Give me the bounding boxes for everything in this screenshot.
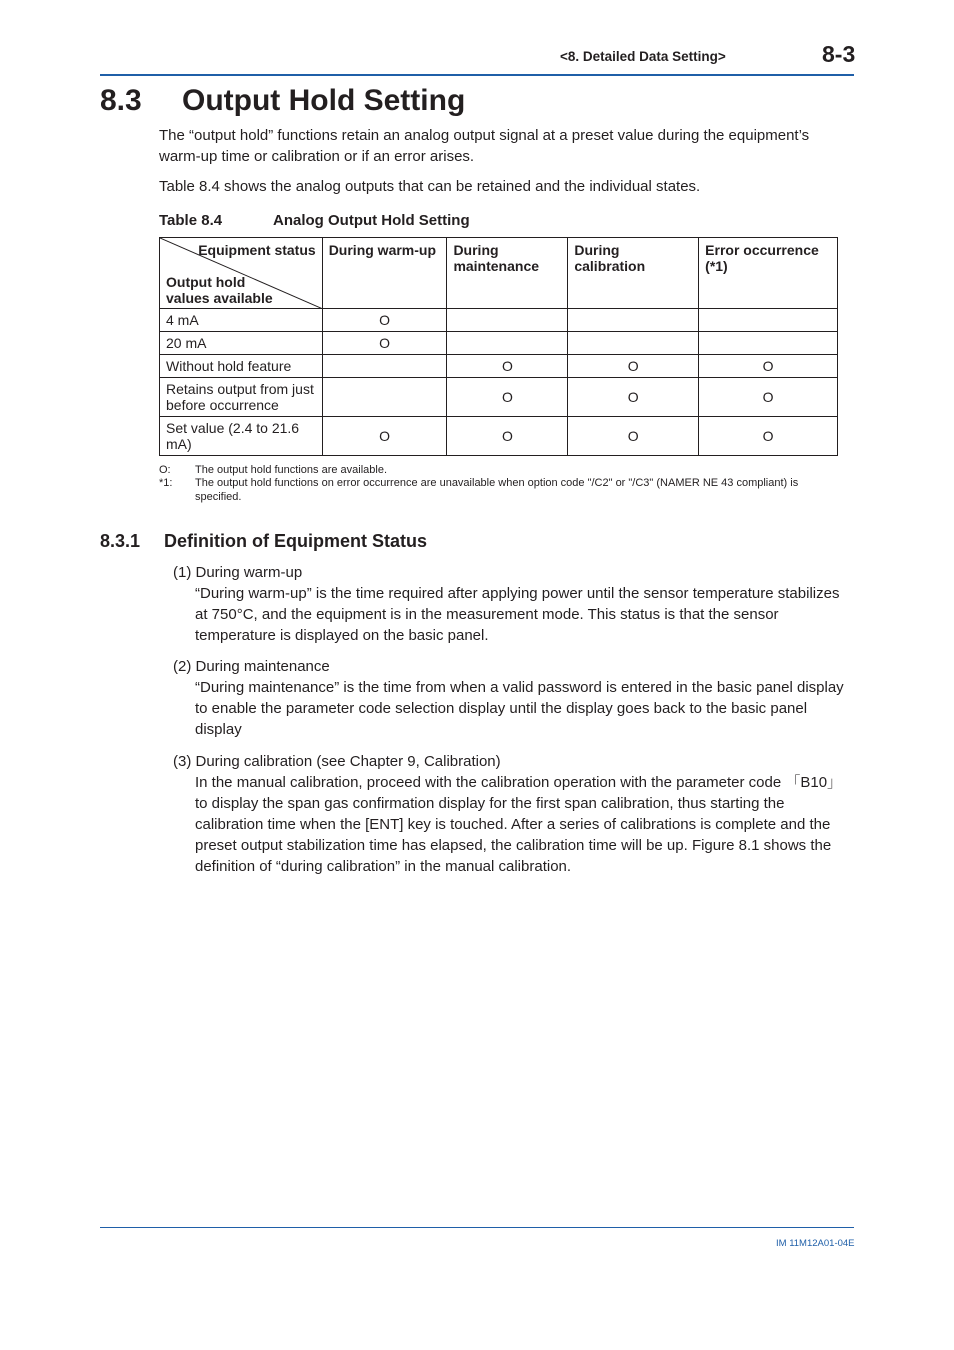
- table-row: [160, 417, 838, 456]
- note-text: The output hold functions on error occurrence are unavailable when option code "/C2" or "/C3" (NAMER NE 43 compliant) is specified.: [195, 477, 799, 503]
- table-cell: O: [447, 378, 568, 417]
- table-cell: O: [447, 417, 568, 456]
- table-cell: O: [568, 355, 699, 378]
- table-cell: [447, 332, 568, 355]
- table-caption-title: Analog Output Hold Setting: [273, 212, 470, 229]
- subsection-number: 8.3.1: [100, 531, 141, 551]
- row-label: 4 mA: [160, 309, 323, 332]
- item-body-maintenance: “During maintenance” is the time from when a valid password is entered in the basic panel display to enable the parameter code selection display until the display goes back to the basic panel display: [195, 679, 844, 738]
- footer-divider: [100, 1227, 854, 1228]
- column-header-warm-up: During warm-up: [322, 238, 447, 309]
- note-text: The output hold functions are available.: [195, 464, 388, 476]
- column-header-calibration: During calibration: [568, 238, 699, 309]
- note-mark: O:: [159, 464, 171, 476]
- section-number: 8.3: [100, 84, 142, 117]
- column-header-maintenance: During maintenance: [447, 238, 568, 309]
- table-reference-paragraph: Table 8.4 shows the analog outputs that can be retained and the individual states.: [159, 178, 701, 195]
- page-number: 8-3: [822, 41, 856, 67]
- table-cell: O: [447, 355, 568, 378]
- item-heading-warm-up: (1) During warm-up: [173, 564, 303, 581]
- table-row: [160, 309, 838, 332]
- output-hold-table: [159, 237, 838, 456]
- row-label: Set value (2.4 to 21.6 mA): [160, 417, 323, 456]
- table-cell: [699, 332, 838, 355]
- table-cell: [568, 309, 699, 332]
- section-title: Output Hold Setting: [182, 84, 466, 117]
- column-header-error: Error occurrence (*1): [699, 238, 838, 309]
- corner-label-status: Equipment status: [198, 242, 316, 258]
- corner-label-hold-values: Output hold values available: [166, 274, 273, 306]
- corner-header-cell: [160, 238, 323, 309]
- table-cell: [322, 355, 447, 378]
- row-label: Without hold feature: [160, 355, 323, 378]
- intro-paragraph: The “output hold” functions retain an analog output signal at a preset value during the equipment’s warm-up time or calibration or if an error arises.: [159, 127, 810, 165]
- row-label: 20 mA: [160, 332, 323, 355]
- table-cell: O: [568, 417, 699, 456]
- item-body-calibration: In the manual calibration, proceed with the calibration operation with the parameter code 「B10」to display the span gas confirmation display for the first span calibration, thus starting the calibration time when the [ENT] key is touched. After a series of calibrations is complete and the preset output stabilization time has elapsed, the calibration time will be up. Figure 8.1 shows the definition of “during calibration” in the manual calibration.: [195, 774, 843, 875]
- item-heading-maintenance: (2) During maintenance: [173, 658, 330, 675]
- table-cell: O: [699, 378, 838, 417]
- table-cell: [447, 309, 568, 332]
- table-header-row: [160, 238, 838, 309]
- table-cell: [322, 378, 447, 417]
- row-label: Retains output from just before occurrence: [160, 378, 323, 417]
- table-cell: [699, 309, 838, 332]
- header-divider: [100, 74, 854, 76]
- item-body-warm-up: “During warm-up” is the time required after applying power until the sensor temperature stabilizes at 750°C, and the equipment is in the measurement mode. This status is that the sensor temperature is displayed on the basic panel.: [195, 585, 840, 644]
- subsection-title: Definition of Equipment Status: [164, 531, 427, 551]
- table-cell: [568, 332, 699, 355]
- table-row: [160, 378, 838, 417]
- table-cell: O: [322, 309, 447, 332]
- document-id: IM 11M12A01-04E: [776, 1238, 855, 1249]
- table-cell: O: [322, 332, 447, 355]
- table-cell: O: [568, 378, 699, 417]
- table-cell: O: [699, 355, 838, 378]
- item-heading-calibration: (3) During calibration (see Chapter 9, Calibration): [173, 753, 501, 770]
- table-cell: O: [699, 417, 838, 456]
- chapter-header: <8. Detailed Data Setting>: [560, 49, 726, 64]
- table-row: [160, 355, 838, 378]
- note-mark: *1:: [159, 477, 173, 489]
- table-row: [160, 332, 838, 355]
- table-caption-number: Table 8.4: [159, 212, 223, 229]
- table-cell: O: [322, 417, 447, 456]
